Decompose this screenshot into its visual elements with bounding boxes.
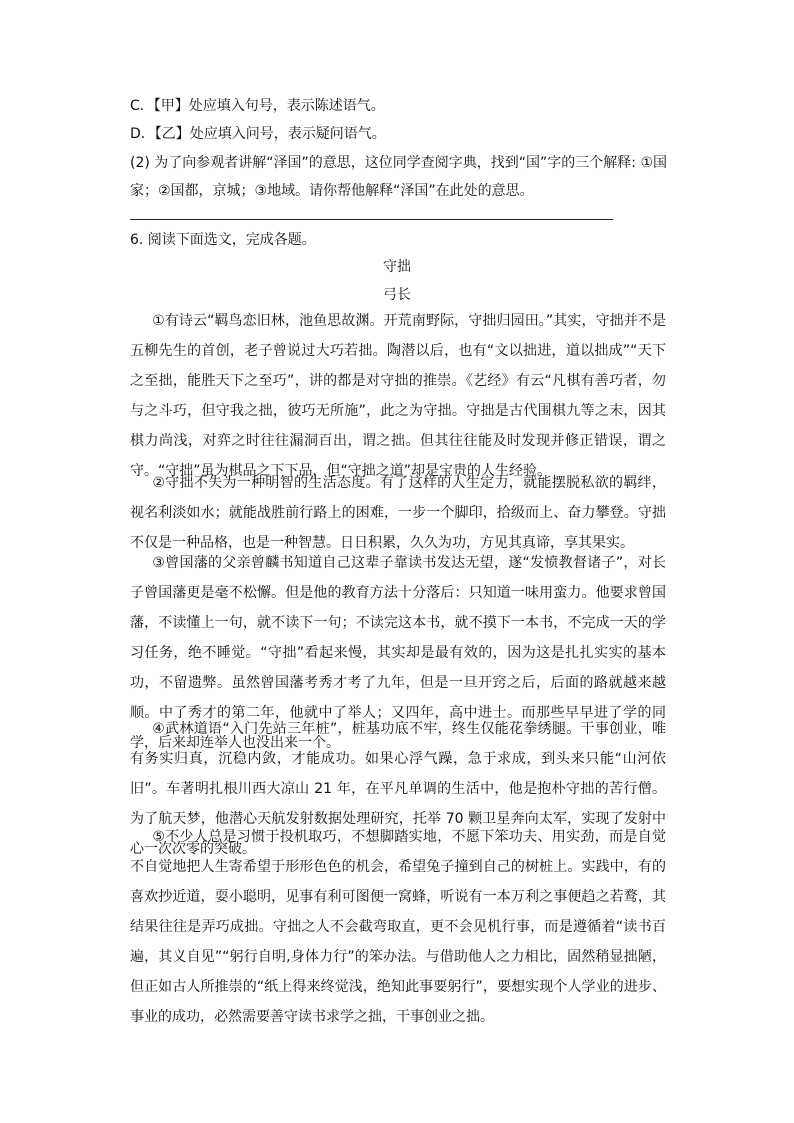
question-2-line-1: (2) 为了向参观者讲解“泽国”的意思，这位同学查阅字典，找到“国”字的三个解释: ①国: [130, 155, 668, 171]
article-author: 弓长: [383, 287, 411, 303]
paragraph-text: ③曾国藩的父亲曾麟书知道自己这辈子靠读书发达无望，遂“发愤教督诸子”，对长子曾国藩更是毫不松懈。但是他的教育方法十分落后：只知道一味用蛮力。他要求曾国藩，不读懂上一句，就不读下一句；不读完这本书，就不摸下一本书，不完成一天的学习任务，绝不睡觉。“守拙”看起来慢，其实却是最有效的，因为这是扎扎实实的基本功，不留遗弊。虽然曾国藩考秀才考了九年，但是一旦开窍之后，后面的路就越来越顺。中了秀才的第二年，他就中了举人；又四年，高中进士。而那些早早进了学的同学，后来却连举人也没出来一个。: [130, 555, 666, 751]
question-6-prompt: 6. 阅读下面选文，完成各题。: [130, 232, 316, 248]
option-c: C．【甲】处应填入句号，表示陈述语气。: [130, 98, 385, 114]
paragraph-text: ①有诗云“羁鸟恋旧林，池鱼思故渊。开荒南野际，守拙归园田。”其实，守拙并不是五柳先生的首创，老子曾说过大巧若拙。陶潜以后，也有“文以拙进，道以拙成”“天下之至拙，能胜天下之至巧”，讲的都是对守拙的推崇。《艺经》有云“凡棋有善巧者，勿与之斗巧，但守我之拙，彼巧无所施”，此之为守拙。守拙是古代围棋九等之末，因其棋力尚浅，对弈之时往往漏洞百出，谓之拙。但其往往能及时发现并修正错误，谓之守。“守拙”虽为棋品之下下品，但“守拙之道”却是宝贵的人生经验。: [130, 313, 666, 479]
paragraph-text: ②守拙不失为一种明智的生活态度。有了这样的人生定力，就能摆脱私欲的羁绊，视名利淡如水；就能战胜前行路上的困难，一步一个脚印，拾级而上、奋力攀登。守拙不仅是一种品格，也是一种智慧。日日积累，久久为功，方见其真谛，享其果实。: [130, 475, 666, 551]
answer-blank-line[interactable]: [130, 219, 613, 220]
option-d: D．【乙】处应填入问号，表示疑问语气。: [130, 126, 386, 142]
article-paragraph-1: [130, 306, 666, 486]
article-paragraph-5: [130, 822, 666, 1032]
paragraph-text: ④武林道语“入门先站三年桩”，桩基功底不牢，终生仅能花拳绣腿。干事创业，唯有务实归真，沉稳内敛，才能成功。如果心浮气躁，急于求成，到头来只能“山河依旧”。车著明扎根川西大凉山 21 年，在平凡单调的生活中，他是抱朴守拙的苦行僧。为了航天梦，他潜心天航发射数据处理研究，托举 70 颗卫星奔向太军，实现了发射中心一次次零的突破。: [130, 721, 666, 857]
article-paragraph-2: [130, 468, 666, 558]
paragraph-text: ⑤不少人总是习惯于投机取巧，不想脚踏实地，不愿下笨功夫、用实劲，而是自觉不自觉地把人生寄希望于形形色色的机会，希望兔子撞到自己的树桩上。实践中，有的喜欢抄近道，耍小聪明，见事有利可图便一窝蜂，听说有一本万利之事便趋之若鹜，其结果往往是弄巧成拙。守拙之人不会截弯取直，更不会见机行事，而是遵循着“读书百遍，其义自见”“躬行自明,身体力行”的笨办法。与借助他人之力相比，固然稍显拙陋，但正如古人所推崇的“纸上得来终觉浅，绝知此事要躬行”，要想实现个人学业的进步、事业的成功，必然需要善守读书求学之拙，干事创业之拙。: [130, 829, 666, 1025]
question-2-line-2: 家；②国都，京城；③地域。请你帮他解释“泽国”在此处的意思。: [130, 183, 534, 199]
article-title: 守拙: [383, 259, 411, 275]
